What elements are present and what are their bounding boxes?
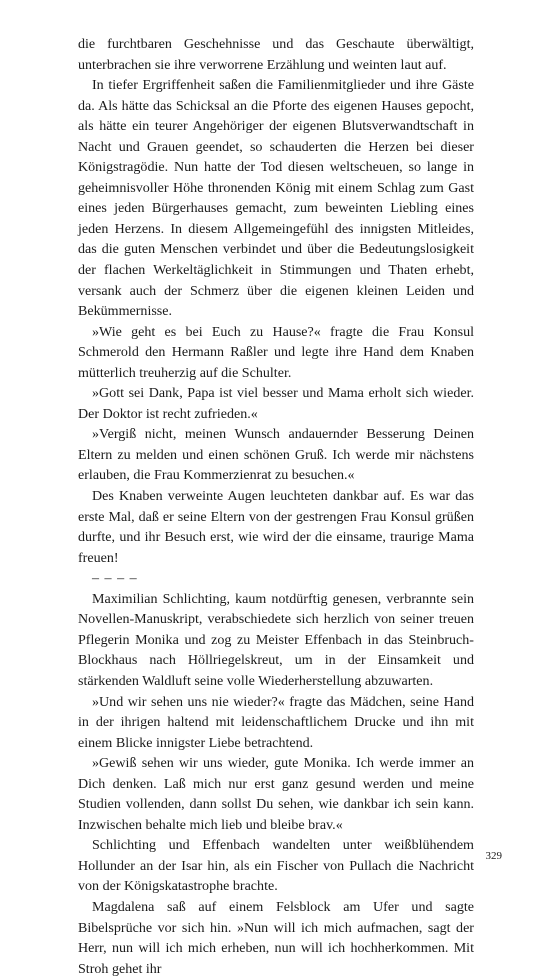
paragraph: Magdalena saß auf einem Felsblock am Ufer und sagte Bibelsprüche vor sich hin. »Nun will ich mich aufmachen, sagt der Herr, nun will ich mich erheben, nun will ich hochherkommen. Mit Stroh gehet ihr	[78, 898, 474, 977]
paragraph: Des Knaben verweinte Augen leuchteten dankbar auf. Es war das erste Mal, daß er seine Eltern von der gestrengen Frau Konsul grüßen durfte, und ihr Besuch erst, wie wird der die einsame, traurige Mama freuen!	[78, 488, 474, 566]
paragraph: »Gott sei Dank, Papa ist viel besser und Mama erholt sich wieder. Der Doktor ist recht zufrieden.«	[78, 385, 474, 422]
book-page-text	[78, 34, 474, 979]
page-number: 329	[485, 850, 502, 862]
paragraph: »Wie geht es bei Euch zu Hause?« fragte die Frau Konsul Schmerold den Hermann Raßler und legte ihre Hand dem Knaben mütterlich treuherzig auf die Schulter.	[78, 323, 474, 381]
paragraph: In tiefer Ergriffenheit saßen die Familienmitglieder und ihre Gäste da. Als hätte das Schicksal an die Pforte des eigenen Hauses gepocht, als hätte ein teurer Angehöriger der eigenen Blutsverwandtschaft in Nacht und Grauen geendet, so schauderten die Herzen bei dieser Königstragödie. Nun hatte der Tod diesen weltscheuen, so lange in geheimnisvoller Höhe thronenden König mit einem Schlag zum Gast eines jeden Bürgerhauses gemacht, zum beweinten Liebling eines jeden Herzens. In diesem Allgemeingefühl des innigsten Mitleides, das die guten Menschen verbindet und über die Bedeutungslosigkeit der flachen Werkeltäglichkeit in Stimmungen und Thaten erhebt, versank auch der Schmerz über die eigenen kleinen Leiden und Bekümmernisse.	[78, 77, 474, 320]
paragraph: »Vergiß nicht, meinen Wunsch andauernder Besserung Deinen Eltern zu melden und einen schönen Gruß. Ich werde mir nächstens erlauben, die Frau Kommerzienrat zu besuchen.«	[78, 426, 474, 484]
paragraph: »Gewiß sehen wir uns wieder, gute Monika. Ich werde immer an Dich denken. Laß mich nur erst ganz gesund werden und meine Studien vollenden, dann sollst Du sehen, wie dankbar ich sein kann. Inzwischen behalte mich lieb und bleibe brav.«	[78, 755, 474, 833]
paragraph: die furchtbaren Geschehnisse und das Geschaute überwältigt, unterbrachen sie ihre verworrene Erzählung und weinten laut auf.	[78, 36, 474, 73]
paragraph: Schlichting und Effenbach wandelten unter weißblühendem Hollunder an der Isar hin, als ein Fischer von Pullach die Nachricht von der Königskatastrophe brachte.	[78, 837, 474, 895]
paragraph: »Und wir sehen uns nie wieder?« fragte das Mädchen, seine Hand in der ihrigen haltend mit leidenschaftlichem Drucke und ihn mit einem Blicke innigster Liebe betrachtend.	[78, 693, 474, 751]
paragraph: Maximilian Schlichting, kaum notdürftig genesen, verbrannte sein Novellen-Manuskript, verabschiedete sich herzlich von seiner treuen Pflegerin Monika und zog zu Meister Effenbach in das Steinbruch-Blockhaus nach Höllriegelskreut, um in der Einsamkeit und stärkenden Waldluft seine volle Wiederherstellung abzuwarten.	[78, 590, 474, 689]
section-separator: – – – –	[92, 570, 138, 587]
